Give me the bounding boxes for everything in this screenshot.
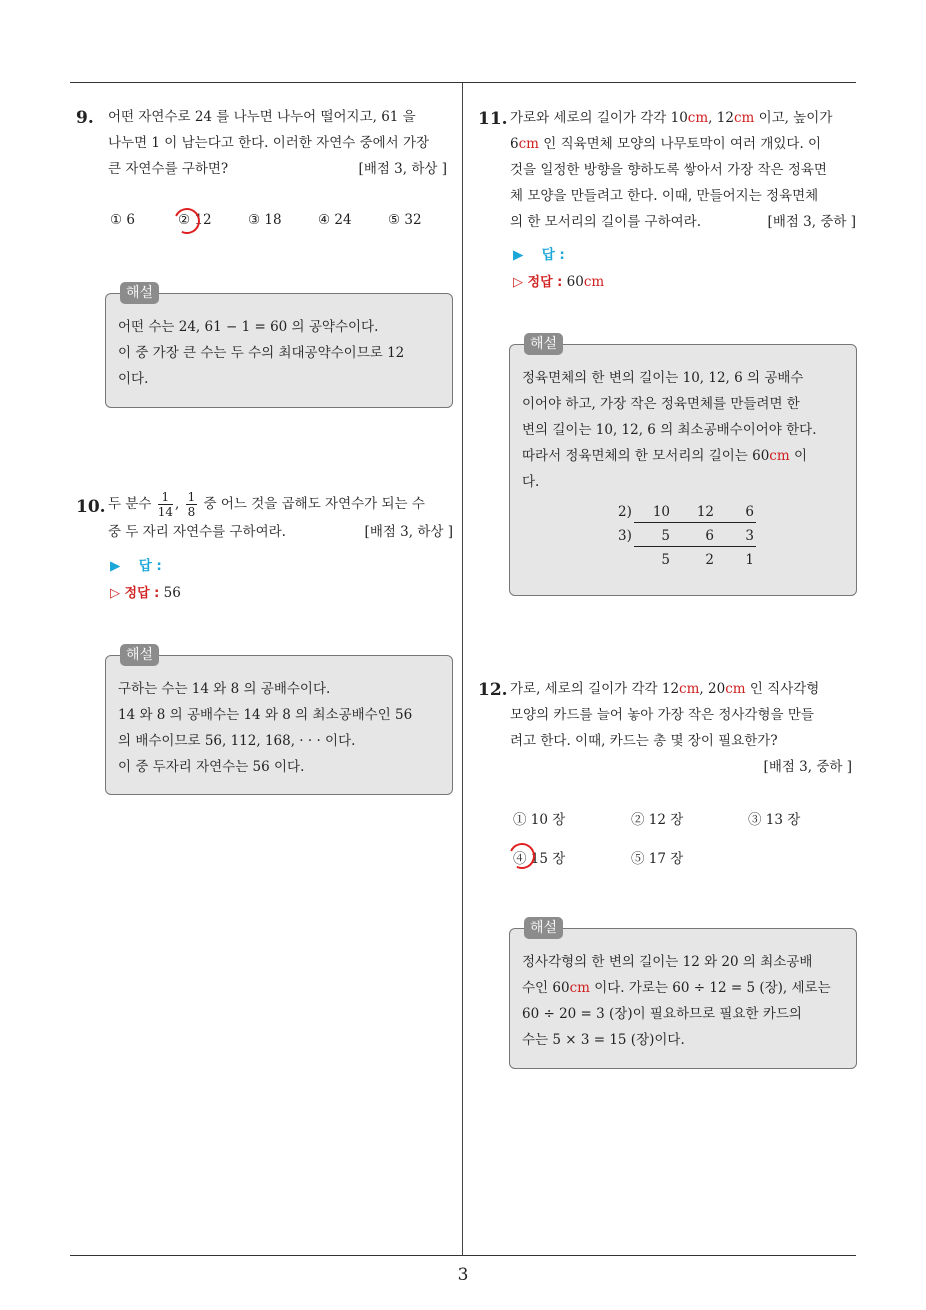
q11-line2-a: 6: [510, 136, 519, 152]
division-cell: 5: [661, 528, 670, 544]
q11-expl-line4-a: 따라서 정육면체의 한 모서리의 길이는 60: [522, 448, 770, 464]
q10-fraction-2: $\frac{1}{8}$: [187, 490, 196, 519]
division-line-2: [634, 546, 756, 547]
q12-unit-1: cm: [679, 681, 700, 697]
q11-explanation-box: [509, 336, 857, 596]
division-cell: 2: [705, 552, 714, 568]
q12-line3: 려고 한다. 이때, 카드는 총 몇 장이 필요한가?: [510, 733, 778, 749]
q12-choices: [513, 808, 853, 872]
q9-score: [배점 3, 하상 ]: [358, 161, 447, 177]
q11-correct-unit: cm: [583, 274, 605, 290]
q12-explanation-box: [509, 920, 857, 1069]
q9-choice-2[interactable]: ② 12: [178, 212, 212, 228]
bottom-rule: [70, 1255, 856, 1256]
q11-line2-b: 인 직육면체 모양의 나무토막이 여러 개있다. 이: [538, 136, 822, 152]
q10-score: [배점 3, 하상 ]: [364, 524, 453, 540]
q9-explanation-box: [105, 285, 453, 408]
q9-expl-line3: 이다.: [118, 371, 149, 387]
q11-play-icon: ▶: [513, 247, 524, 263]
q9-selected-circle: [170, 204, 203, 237]
column-divider: [462, 83, 463, 1255]
q9-choice-4[interactable]: ④ 24: [318, 212, 352, 228]
q11-expl-line3: 변의 길이는 10, 12, 6 의 최소공배수이어야 한다.: [522, 422, 817, 438]
division-cell: 5: [661, 552, 670, 568]
q10-number: 10.: [76, 497, 106, 517]
q9-text: [108, 104, 453, 182]
q11-correct-value: 60: [566, 274, 584, 290]
division-cell: 1: [745, 552, 754, 568]
q10-expl-line1: 구하는 수는 14 와 8 의 공배수이다.: [118, 681, 331, 697]
q10-explanation-tag: 해설: [120, 644, 159, 666]
q10-correct-label: ▷ 정답 :: [110, 586, 160, 601]
q11-expl-line1: 정육면체의 한 변의 길이는 10, 12, 6 의 공배수: [522, 370, 804, 386]
top-rule: [70, 82, 856, 83]
q9-explanation-tag: 해설: [120, 282, 159, 304]
division-cell: 12: [696, 504, 714, 520]
q11-expl-line4-b: 이: [789, 448, 808, 464]
q11-division-table: [620, 501, 760, 573]
q10-correct-value: 56: [163, 585, 181, 601]
q12-expl-line2-b: 이다. 가로는 60 ÷ 12 = 5 (장), 세로는: [589, 980, 831, 996]
q12-text: [510, 676, 856, 780]
q10-expl-line3: 의 배수이므로 56, 112, 168, · · · 이다.: [118, 733, 356, 749]
q12-line1-a: 가로, 세로의 길이가 각각 12: [510, 681, 680, 697]
page-number: 3: [457, 1265, 469, 1285]
q9-line1: 어떤 자연수로 24 를 나누면 나누어 떨어지고, 61 을: [108, 109, 416, 125]
q11-score: [배점 3, 중하 ]: [767, 214, 856, 230]
q11-line5: 의 한 모서리의 길이를 구하여라.: [510, 214, 701, 230]
q9-choice-3[interactable]: ③ 18: [248, 212, 282, 228]
q11-answer-label: 답 :: [541, 247, 565, 263]
q11-unit-1: cm: [687, 110, 709, 126]
q11-number: 11.: [478, 109, 508, 129]
q11-expl-line2: 이어야 하고, 가장 작은 정육면체를 만들려면 한: [522, 396, 800, 412]
q12-choice-5[interactable]: ⑤ 17 장: [631, 851, 684, 867]
q11-line1-b: , 12: [708, 110, 734, 126]
q10-play-icon: ▶: [110, 558, 121, 574]
q11-unit-3: cm: [518, 136, 539, 152]
division-cell: 10: [652, 504, 670, 520]
division-row-2: [620, 525, 760, 547]
q11-explanation-tag: 해설: [524, 333, 563, 355]
q9-line2: 나누면 1 이 남는다고 한다. 이러한 자연수 중에서 가장: [108, 135, 430, 151]
q11-correct-line: [513, 271, 604, 290]
q12-choice-2[interactable]: ② 12 장: [631, 812, 684, 828]
q12-line1-b: , 20: [699, 681, 726, 697]
q11-line1-c: 이고, 높이가: [754, 110, 833, 126]
q12-expl-line3: 60 ÷ 20 = 3 (장)이 필요하므로 필요한 카드의: [522, 1006, 802, 1022]
q12-unit-2: cm: [725, 681, 746, 697]
q12-expl-line4: 수는 5 × 3 = 15 (장)이다.: [522, 1032, 685, 1048]
q12-line1-c: 인 직사각형: [745, 681, 820, 697]
division-divisor: 3): [618, 528, 632, 544]
q12-choice-4[interactable]: ④ 15 장: [513, 851, 566, 867]
q12-selected-circle: [505, 839, 538, 872]
q11-answer-line: [513, 243, 565, 263]
q12-number: 12.: [478, 680, 508, 700]
q12-choice-1[interactable]: ① 10 장: [513, 812, 566, 828]
q10-line2: 중 두 자리 자연수를 구하여라.: [108, 524, 286, 540]
q12-explanation-tag: 해설: [524, 917, 563, 939]
q10-expl-line2: 14 와 8 의 공배수는 14 와 8 의 최소공배수인 56: [118, 707, 413, 723]
q9-choice-1[interactable]: ① 6: [110, 212, 135, 228]
q12-line2: 모양의 카드를 늘어 놓아 가장 작은 정사각형을 만들: [510, 707, 814, 723]
q9-expl-line2: 이 중 가장 큰 수는 두 수의 최대공약수이므로 12: [118, 345, 405, 361]
q10-pre: 두 분수: [108, 496, 152, 512]
q11-line3: 것을 일정한 방향을 향하도록 쌓아서 가장 작은 정육면: [510, 162, 827, 178]
q9-choice-5[interactable]: ⑤ 32: [388, 212, 422, 228]
q9-line3: 큰 자연수를 구하면?: [108, 161, 229, 177]
q10-correct-line: [110, 582, 181, 601]
division-row-3: [620, 549, 760, 571]
q10-fraction-1: $\frac{1}{14}$: [157, 490, 173, 519]
q12-expl-line1: 정사각형의 한 변의 길이는 12 와 20 의 최소공배: [522, 954, 813, 970]
q11-unit-2: cm: [733, 110, 755, 126]
q12-expl-unit: cm: [569, 980, 590, 996]
q10-post: 중 어느 것을 곱해도 자연수가 되는 수: [203, 496, 425, 512]
q11-expl-unit: cm: [769, 448, 790, 464]
q9-choices: [110, 212, 450, 236]
q10-explanation-box: [105, 647, 453, 795]
q12-expl-line2-a: 수인 60: [522, 980, 570, 996]
q11-line1-a: 가로와 세로의 길이가 각각 10: [510, 110, 688, 126]
q11-line4: 체 모양을 만들려고 한다. 이때, 만들어지는 정육면체: [510, 188, 819, 204]
q10-answer-line: [110, 554, 162, 574]
q9-number: 9.: [76, 108, 94, 128]
q10-expl-line4: 이 중 두자리 자연수는 56 이다.: [118, 759, 305, 775]
division-cell: 6: [705, 528, 714, 544]
q10-text: [108, 489, 453, 545]
q12-score: [배점 3, 중하 ]: [763, 759, 852, 775]
division-row-1: [620, 501, 760, 523]
q11-text: [510, 105, 856, 235]
division-cell: 3: [745, 528, 754, 544]
q11-correct-label: ▷ 정답 :: [513, 275, 563, 290]
q11-expl-line5: 다.: [522, 474, 540, 490]
q10-answer-label: 답 :: [138, 558, 162, 574]
q10-sep: ,: [175, 496, 180, 512]
division-cell: 6: [745, 504, 754, 520]
q9-expl-line1: 어떤 수는 24, 61 − 1 = 60 의 공약수이다.: [118, 319, 379, 335]
division-line-1: [634, 522, 756, 523]
q12-choice-3[interactable]: ③ 13 장: [748, 812, 801, 828]
division-divisor: 2): [618, 504, 632, 520]
